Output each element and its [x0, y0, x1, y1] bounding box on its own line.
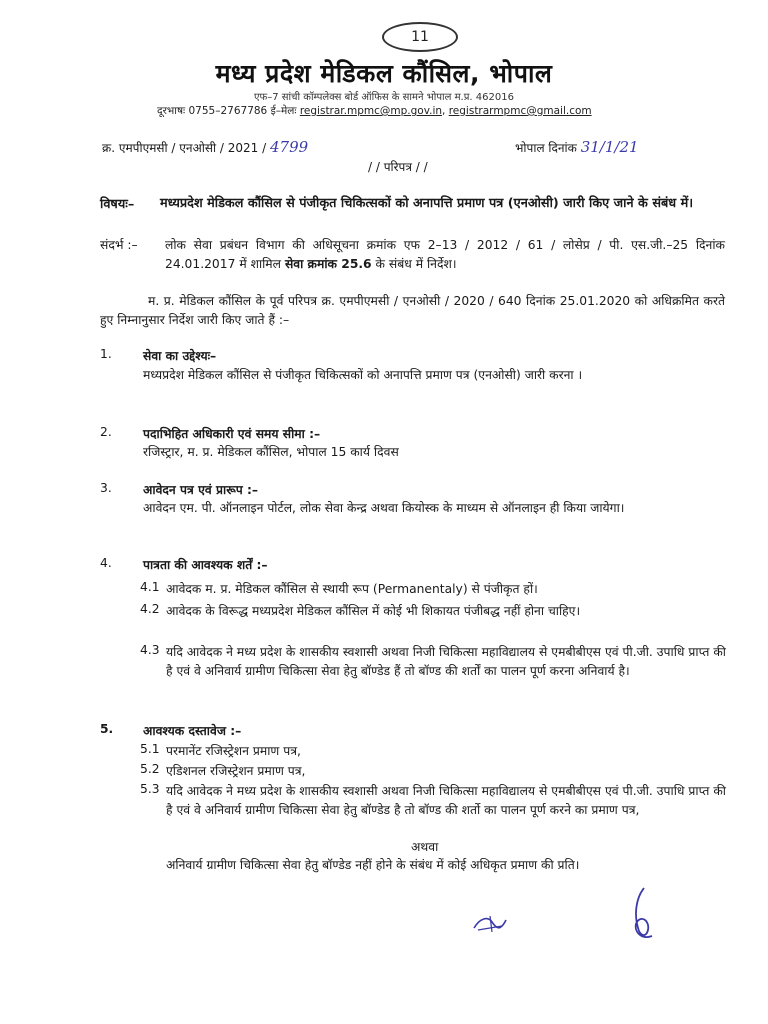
section-body: आवेदन एम. पी. ऑनलाइन पोर्टल, लोक सेवा केन्द्र अथवा कियोस्क के माध्यम से ऑनलाइन ही किया जायेगा।: [143, 501, 625, 515]
eligibility-item: यदि आवेदक ने मध्य प्रदेश के शासकीय स्वशासी अथवा निजी चिकित्सा महाविद्यालय से एमबीबीएस एवं पी.जी. उपाधि प्राप्त की है एवं वे अनिवार्य ग्रामीण चिकित्सा सेवा हेतु बॉण्डेड हैं तो बॉण्ड की शर्तों का पालन पूर्ण करना अनिवार्य है।: [166, 645, 726, 678]
council-name-heading: मध्य प्रदेश मेडिकल कौंसिल, भोपाल: [215, 59, 553, 88]
subject-text: मध्यप्रदेश मेडिकल कौंसिल से पंजीकृत चिकित्सकों को अनापत्ति प्रमाण पत्र (एनओसी) जारी किए जाने के संबंध में।: [160, 196, 694, 211]
email-link-2[interactable]: registrarmpmc@gmail.com: [448, 105, 592, 117]
context-text: [165, 236, 725, 274]
section-number: 5.: [100, 722, 114, 736]
section-body: रजिस्ट्रार, म. प्र. मेडिकल कौंसिल, भोपाल 15 कार्य दिवस: [143, 445, 399, 459]
document-item: परमानेंट रजिस्ट्रेशन प्रमाण पत्र,: [166, 744, 301, 758]
section-title: पात्रता की आवश्यक शर्तें :–: [143, 558, 268, 572]
document-number: 5.1: [140, 742, 160, 756]
signature-icon: [622, 884, 662, 944]
section-number: 4.: [100, 556, 112, 570]
section-title: आवश्यक दस्तावेज :–: [143, 724, 242, 738]
context-text-before: लोक सेवा प्रबंधन विभाग की अधिसूचना क्रमांक एफ 2–13 / 2012 / 61 / लोसेप्र / पी. एस.जी.–25 दिनांक 24.01.2017 में शामिल: [165, 238, 725, 271]
document-number: 5.2: [140, 762, 160, 776]
alternate-document: अनिवार्य ग्रामीण चिकित्सा सेवा हेतु बॉण्डेड नहीं होने के संबंध में कोई अधिकृत प्रमाण की प्रति।: [166, 858, 580, 872]
eligibility-number: 4.2: [140, 602, 160, 616]
reference-number-handwritten: 4799: [269, 138, 309, 156]
reference-number: [102, 138, 308, 156]
date-label: भोपाल दिनांक: [515, 141, 577, 155]
eligibility-number: 4.1: [140, 580, 160, 594]
context-text-bold: सेवा क्रमांक 25.6: [284, 257, 372, 271]
subject-label: विषयः–: [100, 197, 135, 212]
section-number: 1.: [100, 347, 112, 361]
document-item: एडिशनल रजिस्ट्रेशन प्रमाण पत्र,: [166, 764, 306, 778]
section-title: आवेदन पत्र एवं प्रारूप :–: [143, 483, 259, 497]
reference-prefix: क्र. एमपीएमसी / एनओसी / 2021 /: [102, 141, 267, 155]
section-title: सेवा का उद्देश्यः–: [143, 349, 217, 363]
context-text-after: के संबंध में निर्देश।: [375, 257, 457, 271]
email-separator: ,: [442, 105, 446, 117]
section-title: पदाभिहित अधिकारी एवं समय सीमा :–: [143, 427, 321, 441]
date-line: [515, 138, 639, 156]
phone-label: दूरभाषः 0755–2767786 ई–मेलः: [157, 105, 297, 117]
contact-line: [157, 104, 592, 118]
eligibility-item: आवेदक म. प्र. मेडिकल कौंसिल से स्थायी रूप (Permanentaly) से पंजीकृत हों।: [166, 582, 538, 596]
email-link-1[interactable]: registrar.mpmc@mp.gov.in: [299, 105, 443, 117]
context-label: संदर्भ :–: [100, 238, 138, 252]
section-number: 3.: [100, 481, 112, 495]
section-body: मध्यप्रदेश मेडिकल कौंसिल से पंजीकृत चिकित्सकों को अनापत्ति प्रमाण पत्र (एनओसी) जारी करना ।: [143, 368, 583, 382]
intro-paragraph: म. प्र. मेडिकल कौंसिल के पूर्व परिपत्र क्र. एमपीएमसी / एनओसी / 2020 / 640 दिनांक 25.01.2020 को अधिक्रमित करते हुए निम्नानुसार निर्देश जारी किए जाते हैं :–: [100, 294, 725, 327]
eligibility-number: 4.3: [140, 643, 160, 657]
or-divider: अथवा: [411, 840, 439, 854]
circular-label: / / परिपत्र / /: [368, 160, 428, 174]
section-number: 2.: [100, 425, 112, 439]
initials-mark-icon: [470, 912, 510, 936]
document-item: यदि आवेदक ने मध्य प्रदेश के शासकीय स्वशासी अथवा निजी चिकित्सा महाविद्यालय से एमबीबीएस एवं पी.जी. उपाधि प्राप्त की है एवं वे अनिवार्य ग्रामीण चिकित्सा सेवा हेतु बॉण्डेड है तो बॉण्ड की शर्तो का पालन पूर्ण करने का प्रमाण पत्र,: [166, 784, 726, 817]
document-number: 5.3: [140, 782, 160, 796]
date-handwritten: 31/1/21: [580, 138, 639, 156]
eligibility-item: आवेदक के विरूद्ध मध्यप्रदेश मेडिकल कौंसिल में कोई भी शिकायत पंजीबद्ध नहीं होना चाहिए।: [166, 604, 581, 618]
council-address: एफ–7 सांची कॉम्पलेक्स बोर्ड ऑफिस के सामने भोपाल म.प्र. 462016: [254, 92, 514, 103]
page-number-marker: 11: [382, 22, 458, 52]
